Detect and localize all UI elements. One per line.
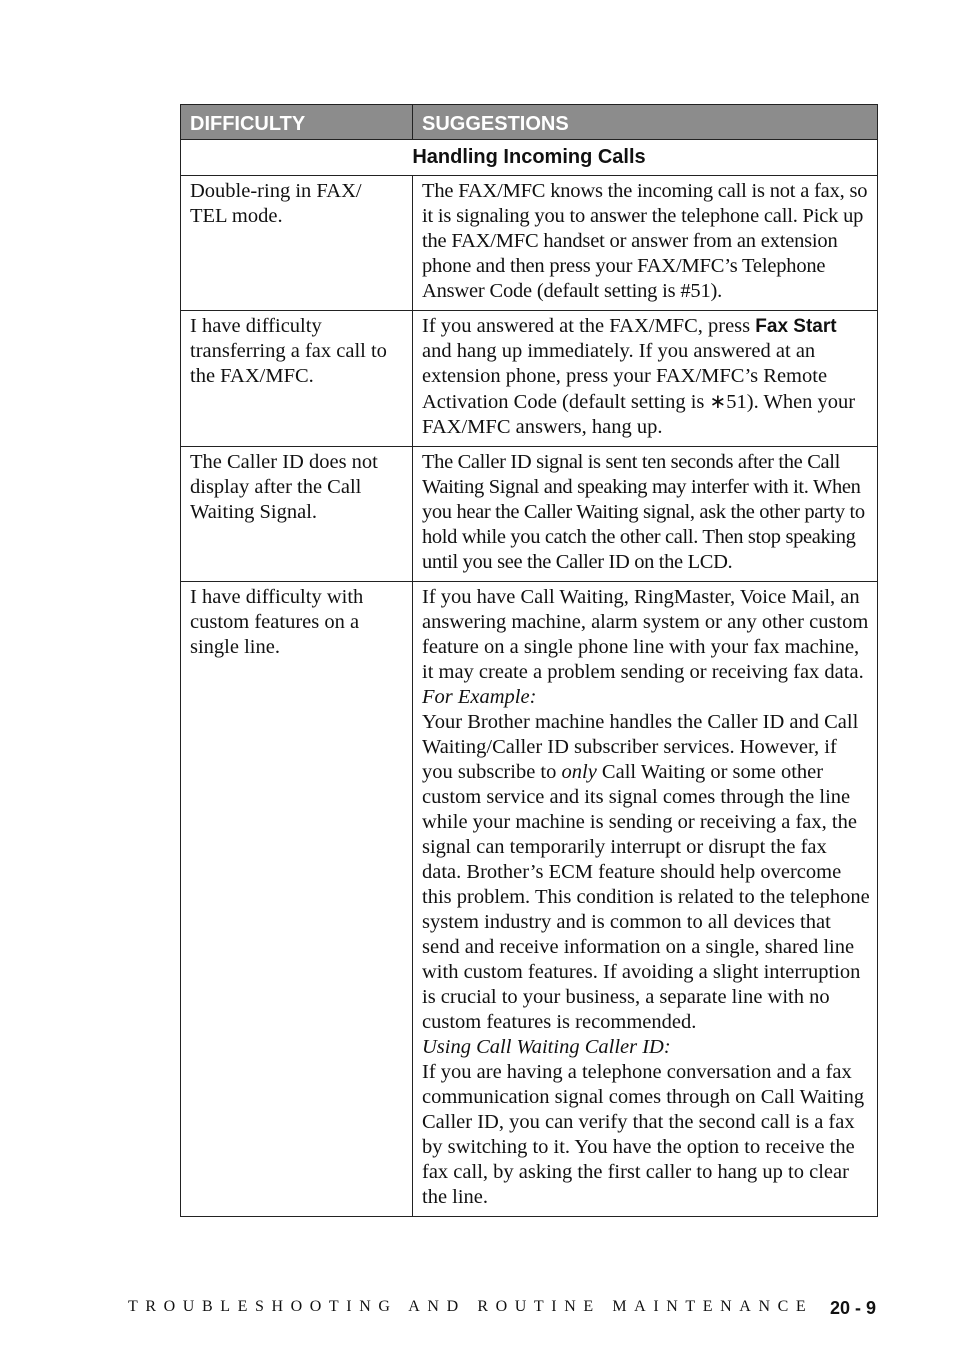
suggestion-paragraph: If you have Call Waiting, RingMaster, Voice Mail, an answering machine, alarm system or any other custom feature on a single phone line with your fax machine, it may create a problem sending or receiving fax data. (422, 586, 869, 683)
table-row (181, 176, 878, 311)
suggestion-text: and hang up immediately. If you answered at an extension phone, press your FAX/MFC’s Remote Activation Code (default setting is (422, 340, 828, 413)
troubleshooting-table (180, 104, 878, 1217)
caller-id-heading: Using Call Waiting Caller ID: (422, 1036, 671, 1058)
section-row (181, 140, 878, 176)
difficulty-cell: The Caller ID does not display after the Call Waiting Signal. (181, 447, 413, 582)
table-row (181, 582, 878, 1217)
header-suggestions: SUGGESTIONS (413, 105, 878, 140)
suggestion-paragraph: If you are having a telephone conversation and a fax communication signal comes through on Call Waiting Caller ID, you can verify that the second call is a fax by switching to it. You have the option to receive the fax call, by asking the first caller to hang up to clear the line. (422, 1061, 865, 1208)
table-row (181, 447, 878, 582)
suggestion-paragraph (422, 710, 871, 1035)
difficulty-cell: Double-ring in FAX/ TEL mode. (181, 176, 413, 311)
table-row (181, 311, 878, 447)
section-title: Handling Incoming Calls (181, 140, 878, 176)
suggestion-cell (413, 582, 878, 1217)
example-heading: For Example: (422, 686, 537, 708)
page-number: 20 - 9 (829, 1298, 876, 1318)
suggestion-text: Your Brother machine handles the Caller ID and Call Waiting/Caller ID subscriber services. However, if you subscribe to (422, 711, 859, 783)
footer-chapter-title: TROUBLESHOOTING AND ROUTINE MAINTENANCE (128, 1298, 814, 1315)
suggestion-cell (413, 311, 878, 447)
suggestion-cell: The FAX/MFC knows the incoming call is not a fax, so it is signaling you to answer the telephone call. Pick up the FAX/MFC handset or answer from an extension phone and then press your FAX/MFC’s Telephone Answer Code (default setting is #51). (413, 176, 878, 311)
suggestion-text: 51). When your FAX/MFC answers, hang up. (422, 391, 856, 438)
suggestion-text: Call Waiting or some other custom service and its signal comes through the line while your machine is sending or receiving a fax, the signal can temporarily interrupt or disrupt the fax data. Brother’s ECM feature should help overcome this problem. This condition is related to the telephone system industry and is common to all devices that send and receive information on a single, shared line with custom features. If avoiding a slight interruption is crucial to your business, a separate line with no custom features is recommended. (422, 761, 870, 1033)
header-difficulty: DIFFICULTY (181, 105, 413, 140)
suggestion-text: If you answered at the FAX/MFC, press (422, 315, 756, 337)
table-header-row (181, 105, 878, 140)
fax-start-key-label: Fax Start (755, 316, 837, 337)
difficulty-cell: I have difficulty with custom features on a single line. (181, 582, 413, 1217)
suggestion-cell: The Caller ID signal is sent ten seconds after the Call Waiting Signal and speaking may interfer with it. When you hear the Caller Waiting signal, ask the other party to hold while you catch the other call. Then stop speaking until you see the Caller ID on the LCD. (413, 447, 878, 582)
emphasis-text: only (561, 761, 597, 783)
difficulty-cell: I have difficulty transferring a fax call to the FAX/MFC. (181, 311, 413, 447)
asterisk-symbol: ∗ (709, 389, 727, 413)
